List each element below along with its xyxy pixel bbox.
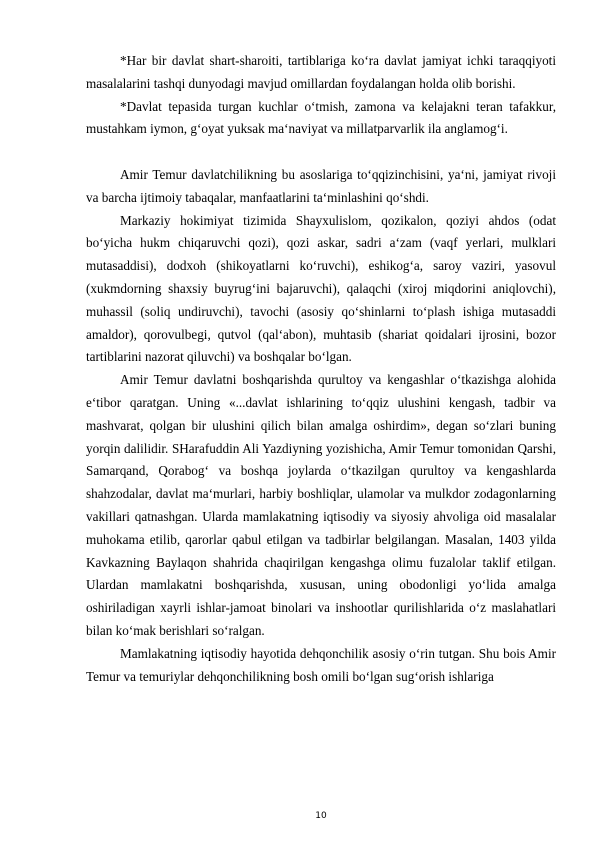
paragraph-5: Amir Temur davlatni boshqarishda qurultoy va kengashlar o‘tkazishga alohida e‘tibor qaratgan. Uning «...davlat ishlarining to‘qqiz ulushini kengash, tadbir va mashvarat, qolgan bir ulushini qilich bilan amalga oshirdim», degan so‘zlari buning yorqin dalilidir. SHarafuddin Ali Yazdiyning yozishicha, Amir Temur tomonidan Qarshi, Samarqand, Qorabog‘ va boshqa joylarda o‘tkazilgan qurultoy va kengashlarda shahzodalar, davlat ma‘murlari, harbiy boshliqlar, ulamolar va mulkdor zodagonlarning vakillari qatnashgan. Ularda mamlakatning iqtisodiy va siyosiy ahvoliga oid masalalar muhokama etilib, qarorlar qabul etilgan va tadbirlar belgilangan. Masalan, 1403 yilda Kavkazning Baylaqon shahrida chaqirilgan kengashga olimu fuzalolar taklif etilgan. Ulardan mamlakatni boshqarishda, xususan, uning obodonligi yo‘lida amalga oshiriladigan xayrli ishlar-jamoat binolari va inshootlar qurilishlarida o‘z maslahatlari bilan ko‘mak berishlari so‘ralgan. — [86, 372, 556, 638]
paragraph-4: Markaziy hokimiyat tizimida Shayxulislom, qozikalon, qoziyi ahdos (odat bo‘yicha hukm chiqaruvchi qozi), qozi askar, sadri a‘zam (vaqf yerlari, mulklari mutasaddisi), dodxoh (shikoyatlarni ko‘ruvchi), eshikog‘a, saroy vaziri, yasovul (xukmdorning shaxsiy buyrug‘ini bajaruvchi), qalaqchi (xiroj miqdorini aniqlovchi), muhassil (soliq undiruvchi), tavochi (asosiy qo‘shinlarni to‘plash ishiga mutasaddi amaldor), qorovulbegi, qutvol (qal‘abon), muhtasib (shariat qoidalari ijrosini, bozor tartiblarini nazorat qiluvchi) va boshqalar bo‘lgan. — [86, 212, 556, 365]
paragraph-2: *Davlat tepasida turgan kuchlar o‘tmish, zamona va kelajakni teran tafakkur, mustahkam iymon, g‘oyat yuksak ma‘naviyat va millatparvarlik ila anglamog‘i. — [86, 98, 556, 137]
paragraph-spacer — [86, 141, 556, 164]
paragraph-6: Mamlakatning iqtisodiy hayotida dehqonchilik asosiy o‘rin tutgan. Shu bois Amir Temur va temuriylar dehqonchilikning bosh omili bo‘lgan sug‘orish ishlariga — [86, 645, 556, 684]
paragraph-1: *Har bir davlat shart-sharoiti, tartiblariga ko‘ra davlat jamiyat ichki taraqqiyoti masalalarini tashqi dunyodagi mavjud omillardan foydalangan holda olib borishi. — [86, 53, 556, 91]
page-number: 10 — [315, 811, 327, 821]
paragraph-3: Amir Temur davlatchilikning bu asoslariga to‘qqizinchisini, ya‘ni, jamiyat rivoji va barcha ijtimoiy tabaqalar, manfaatlarini ta‘minlashini qo‘shdi. — [86, 166, 556, 205]
document-page — [86, 50, 556, 688]
